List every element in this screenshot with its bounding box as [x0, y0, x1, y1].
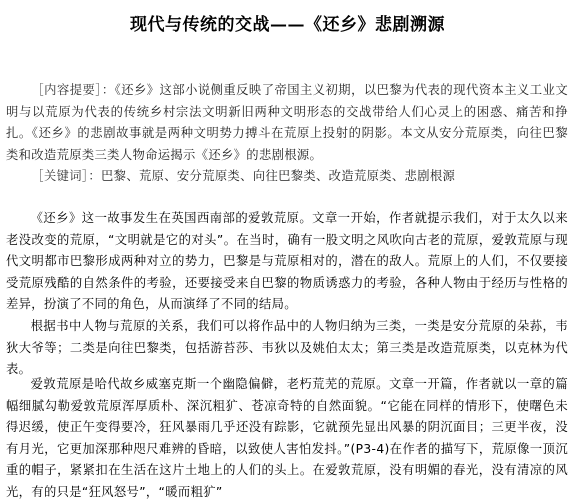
body-paragraph-1: 《还乡》这一故事发生在英国西南部的爱敦荒原。文章一开始，作者就提示我们，对于太久以来老没改变的荒原，“文明就是它的对头”。在当时，确有一股文明之风吹向古老的荒原，爱敦荒原与现代文明都市巴黎形成两种对立的势力，巴黎是与荒原相对的，潜在的敌人。荒原上的人们，不仅要接受荒原残酷的自然条件的考验，还要接受来自巴黎的物质诱惑力的考验，各种人物由于经历与性格的差异，扮演了不同的角色，从而演绎了不同的结局。: [6, 211, 568, 311]
abstract-text: 《还乡》这部小说侧重反映了帝国主义初期，以巴黎为代表的现代资本主义工业文明与以荒原为代表的传统乡村宗法文明新旧两种文明形态的交战带给人们心灵上的困惑、痛苦和挣扎。《还乡》的悲剧故事就是两种文明势力搏斗在荒原上投射的阴影。本文从安分荒原类，向往巴黎类和改造荒原类三类人物命运揭示《还乡》的悲剧根源。: [6, 83, 568, 162]
body-paragraph-2: 根据书中人物与荒原的关系，我们可以将作品中的人物归纳为三类，一类是安分荒原的朵荪，韦狄大爷等；二类是向往巴黎类，包括游苔莎、韦狄以及姚伯太太；第三类是改造荒原类，以克林为代表。: [6, 319, 568, 376]
abstract-paragraph: [6, 80, 568, 166]
abstract-label: ［内容提要］：: [31, 83, 115, 97]
keywords-text: 巴黎、荒原、安分荒原类、向往巴黎类、改造荒原类、悲剧根源: [101, 169, 456, 183]
document-title: 现代与传统的交战——《还乡》悲剧溯源: [130, 15, 445, 35]
keywords-label: ［关键词］：: [31, 169, 102, 183]
body-paragraph-3: 爱敦荒原是哈代故乡威塞克斯一个幽隐偏僻，老朽荒芜的荒原。文章一开篇，作者就以一章的篇幅细腻勾勒爱敦荒原浑厚质朴、深沉粗犷、苍凉奇特的自然面貌。“它能在同样的情形下，使曙色未得迟缓，使正午变得要冷，狂风暴雨几乎还没有踪影，它就预先显出风暴的阴沉面目；三更半夜，没有月光，它更加深那种咫尺难辨的昏暗，以致使人害怕发抖。”(P3-4)在作者的描写下，荒原像一顶沉重的帽子，紧紧扣在生活在这片土地上的人们的头上。在爱敦荒原，没有明媚的春光，没有清凉的风光，有的只是“狂风怒号”，“暖而粗犷”: [6, 377, 568, 499]
keywords-paragraph: [6, 166, 568, 188]
